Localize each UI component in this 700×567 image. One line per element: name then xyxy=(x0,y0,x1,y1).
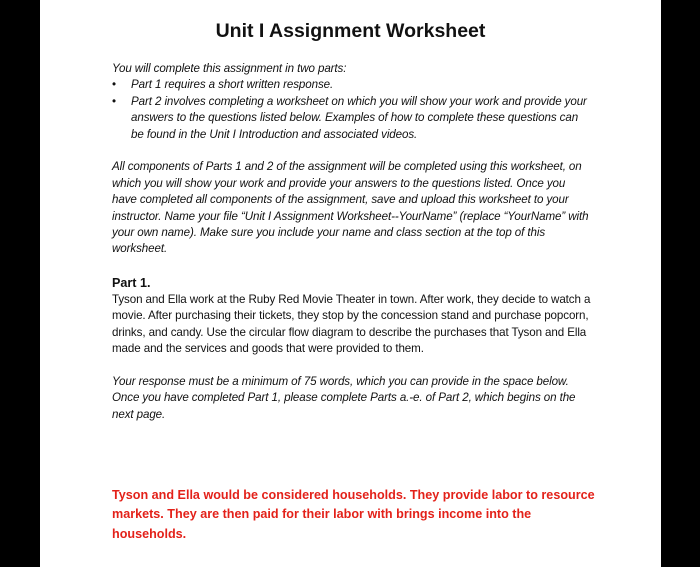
part1-prompt: Tyson and Ella work at the Ruby Red Movie Theater in town. After work, they decide to watch a movie. After purchasing their tickets, they stop by the concession stand and purchase popcorn, drinks, and candy. Use the circular flow diagram to describe the purchases that Tyson and Ella made and the services and goods that were provided to them. xyxy=(112,292,591,356)
intro-section xyxy=(112,61,593,258)
document-page xyxy=(40,0,661,567)
bullet-text: Part 1 requires a short written response. xyxy=(131,78,334,92)
intro-instructions: All components of Parts 1 and 2 of the assignment will be completed using this worksheet, on which you will show your work and provide your answers to the questions listed. Once you have completed all components of the assignment, save and upload this worksheet to your instructor. Name your file “Unit I Assignment Worksheet--YourName” (replace “YourName” with your own name). Make sure you include your name and class section at the top of this worksheet. xyxy=(112,160,589,256)
part1-requirement: Your response must be a minimum of 75 words, which you can provide in the space below. Once you have completed Part 1, please complete Parts a.-e. of Part 2, which begins on the next page. xyxy=(112,374,576,421)
part1-answer: Tyson and Ella would be considered households. They provide labor to resource markets. They are then paid for their labor with brings income into the households. xyxy=(112,488,595,541)
bullet-icon: • xyxy=(112,78,116,92)
bullet-item-2 xyxy=(112,94,593,143)
bullet-icon: • xyxy=(112,94,116,108)
part1-heading: Part 1. xyxy=(112,275,151,290)
worksheet-title: Unit I Assignment Worksheet xyxy=(215,20,486,42)
bullet-item-1 xyxy=(112,77,593,93)
intro-lead: You will complete this assignment in two parts: xyxy=(112,62,347,75)
bullet-text: Part 2 involves completing a worksheet on which you will show your work and provide your answers to the questions listed below. Examples of how to complete these questions can be found in the Unit I Introduction and associated videos. xyxy=(131,94,587,141)
